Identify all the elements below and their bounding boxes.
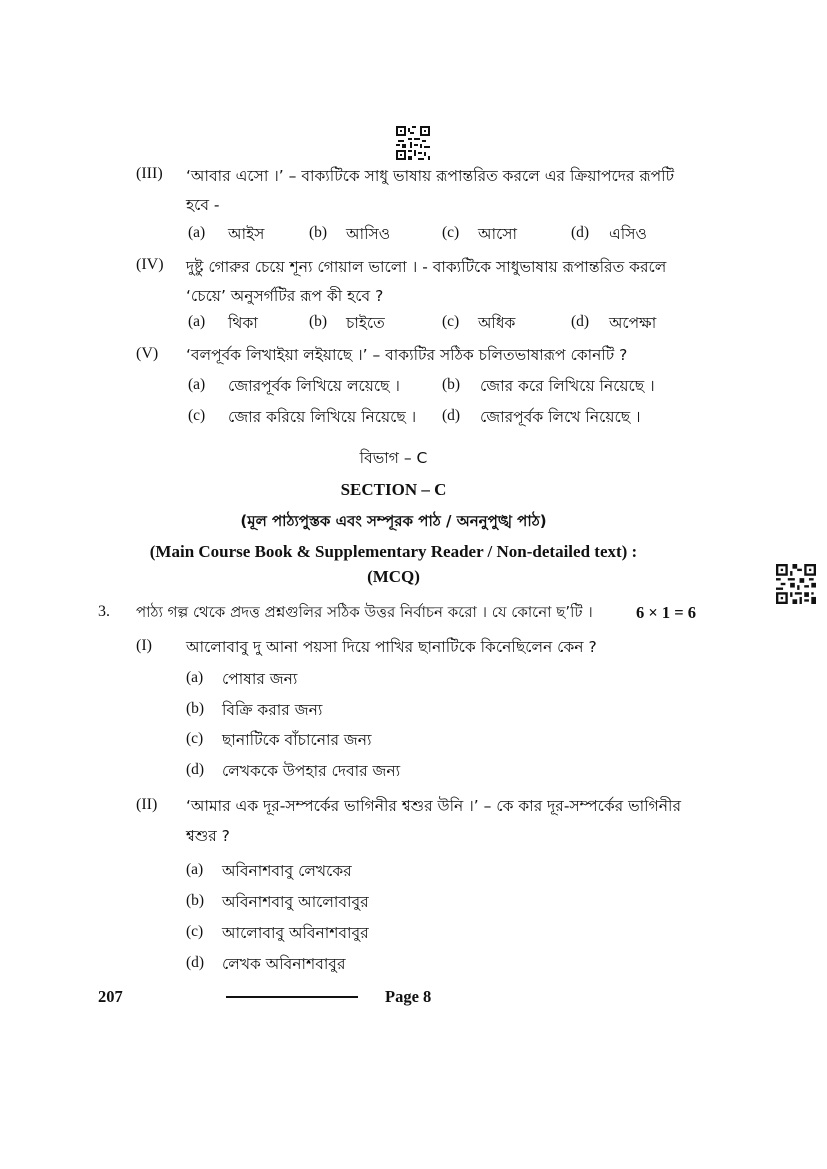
question-number: (IV)	[136, 256, 164, 273]
option-label: (c)	[186, 730, 204, 747]
question-number: 3.	[98, 603, 110, 620]
option-text: জোর করিয়ে লিখিয়ে নিয়েছে ।	[228, 408, 417, 426]
question-text: ‘আবার এসো ।’ – বাক্যটিকে সাধু ভাষায় রূপান্তরিত করলে এর ক্রিয়াপদের রূপটি	[186, 167, 675, 185]
question-text: আলোবাবু দু আনা পয়সা দিয়ে পাখির ছানাটিকে কিনেছিলেন কেন ?	[186, 638, 597, 656]
option-text: অধিক	[478, 314, 516, 332]
question-number: (III)	[136, 165, 163, 182]
option-label: (c)	[186, 923, 204, 940]
option-text: জোরপূর্বক লিখিয়ে লয়েছে ।	[228, 377, 400, 395]
question-text: হবে -	[186, 196, 220, 214]
option-text: আসো	[478, 225, 518, 243]
question-instruction: পাঠ্য গল্প থেকে প্রদত্ত প্রশ্নগুলির সঠিক উত্তর নির্বাচন করো । যে কোনো ছ’টি ।	[136, 603, 593, 621]
page-number: Page 8	[385, 987, 432, 1006]
option-label: (b)	[309, 313, 328, 330]
option-label: (b)	[309, 224, 328, 241]
question-text: দুষ্টু গোরুর চেয়ে শূন্য গোয়াল ভালো । - বাক্যটিকে সাধুভাষায় রূপান্তরিত করলে	[186, 258, 667, 276]
paper-code: 207	[98, 987, 123, 1006]
section-title-bengali: বিভাগ – C	[359, 449, 428, 467]
option-label: (c)	[442, 224, 460, 241]
option-label: (b)	[186, 700, 205, 717]
option-text: থিকা	[228, 314, 258, 332]
section-title: SECTION – C	[340, 480, 447, 499]
option-label: (a)	[188, 313, 206, 330]
option-label: (b)	[186, 892, 205, 909]
question-number: (V)	[136, 345, 159, 362]
section-subtitle-mcq: (MCQ)	[367, 567, 420, 586]
question-number: (II)	[136, 796, 158, 813]
marks: 6 × 1 = 6	[636, 603, 697, 622]
option-label: (c)	[188, 407, 206, 424]
option-label: (d)	[186, 954, 205, 971]
option-text: অপেক্ষা	[609, 314, 657, 332]
section-subtitle: (Main Course Book & Supplementary Reader / Non-detailed text) :	[149, 542, 638, 561]
question-text: ‘আমার এক দূর-সম্পর্কের ভাগিনীর শ্বশুর উনি ।’ – কে কার দূর-সম্পর্কের ভাগিনীর	[186, 797, 681, 815]
qr-code-top	[396, 126, 430, 160]
option-text: জোরপূর্বক লিখে নিয়েছে ।	[480, 408, 641, 426]
option-text: অবিনাশবাবু আলোবাবুর	[222, 893, 369, 911]
option-text: আলোবাবু অবিনাশবাবুর	[222, 924, 369, 942]
question-text: ‘বলপূর্বক লিখাইয়া লইয়াছে ।’ – বাক্যটির সঠিক চলিতভাষারূপ কোনটি ?	[186, 346, 628, 364]
footer-rule	[226, 996, 358, 998]
option-text: অবিনাশবাবু লেখকের	[222, 862, 352, 880]
option-label: (a)	[186, 669, 204, 686]
option-text: বিক্রি করার জন্য	[222, 701, 323, 719]
option-label: (a)	[186, 861, 204, 878]
option-text: ছানাটিকে বাঁচানোর জন্য	[222, 731, 372, 749]
question-number: (I)	[136, 637, 152, 654]
option-text: জোর করে লিখিয়ে নিয়েছে ।	[480, 377, 655, 395]
option-text: আইস	[228, 225, 265, 243]
option-label: (d)	[571, 224, 590, 241]
option-text: আসিও	[346, 225, 391, 243]
option-text: এসিও	[609, 225, 647, 243]
option-label: (b)	[442, 376, 461, 393]
option-label: (d)	[571, 313, 590, 330]
question-text: শ্বশুর ?	[186, 827, 230, 845]
option-label: (a)	[188, 376, 206, 393]
question-text: ‘চেয়ে’ অনুসর্গটির রূপ কী হবে ?	[186, 287, 384, 305]
option-text: পোষার জন্য	[222, 670, 298, 688]
option-label: (a)	[188, 224, 206, 241]
option-label: (d)	[442, 407, 461, 424]
section-subtitle-bengali: (মূল পাঠ্যপুস্তক এবং সম্পূরক পাঠ / অননুপুঙ্খ পাঠ)	[240, 512, 547, 530]
option-label: (c)	[442, 313, 460, 330]
option-text: চাইতে	[346, 314, 385, 332]
option-text: লেখক অবিনাশবাবুর	[222, 955, 346, 973]
option-text: লেখককে উপহার দেবার জন্য	[222, 762, 401, 780]
option-label: (d)	[186, 761, 205, 778]
